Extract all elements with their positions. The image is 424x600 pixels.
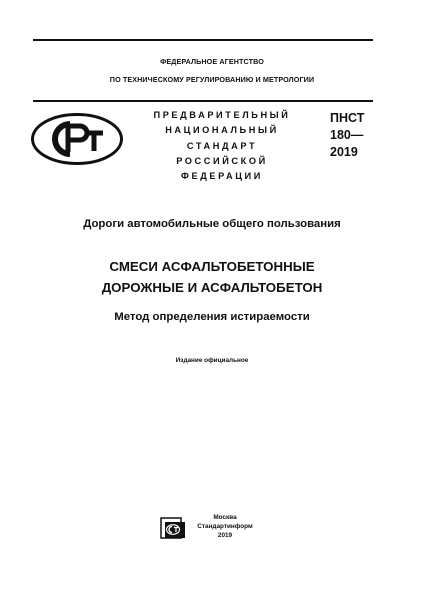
designation-line: 180—	[330, 128, 364, 142]
standard-type-line: ФЕДЕРАЦИИ	[181, 171, 263, 182]
publisher-name: Стандартинформ	[197, 522, 253, 530]
edition-note: Издание официальное	[175, 357, 249, 364]
publisher-city: Москва	[213, 514, 237, 521]
main-title	[0, 256, 424, 298]
main-title-line: ДОРОЖНЫЕ И АСФАЛЬТОБЕТОН	[101, 280, 323, 295]
standard-type-line: РОССИЙСКОЙ	[176, 155, 268, 166]
main-title-line: СМЕСИ АСФАЛЬТОБЕТОННЫЕ	[109, 259, 315, 274]
standard-type	[147, 108, 297, 184]
designation-line: 2019	[330, 145, 358, 159]
sub-title: Метод определения истираемости	[114, 311, 310, 323]
standard-type-line: СТАНДАРТ	[186, 140, 258, 151]
standard-type-line: ПРЕДВАРИТЕЛЬНЫЙ	[153, 110, 291, 120]
publisher-imprint	[180, 514, 270, 540]
standard-type-line: НАЦИОНАЛЬНЫЙ	[165, 125, 279, 136]
top-divider	[33, 39, 373, 41]
agency-name-line-2: ПО ТЕХНИЧЕСКОМУ РЕГУЛИРОВАНИЮ И МЕТРОЛОГИИ	[109, 75, 315, 84]
agency-name-line-1: ФЕДЕРАЛЬНОЕ АГЕНТСТВО	[160, 57, 264, 66]
standard-designation	[330, 110, 364, 161]
header-divider	[33, 100, 373, 102]
publisher-year: 2019	[217, 531, 233, 539]
general-title: Дороги автомобильные общего пользования	[83, 218, 341, 230]
designation-line: ПНСТ	[330, 111, 365, 125]
gost-r-logo-icon	[30, 112, 124, 166]
